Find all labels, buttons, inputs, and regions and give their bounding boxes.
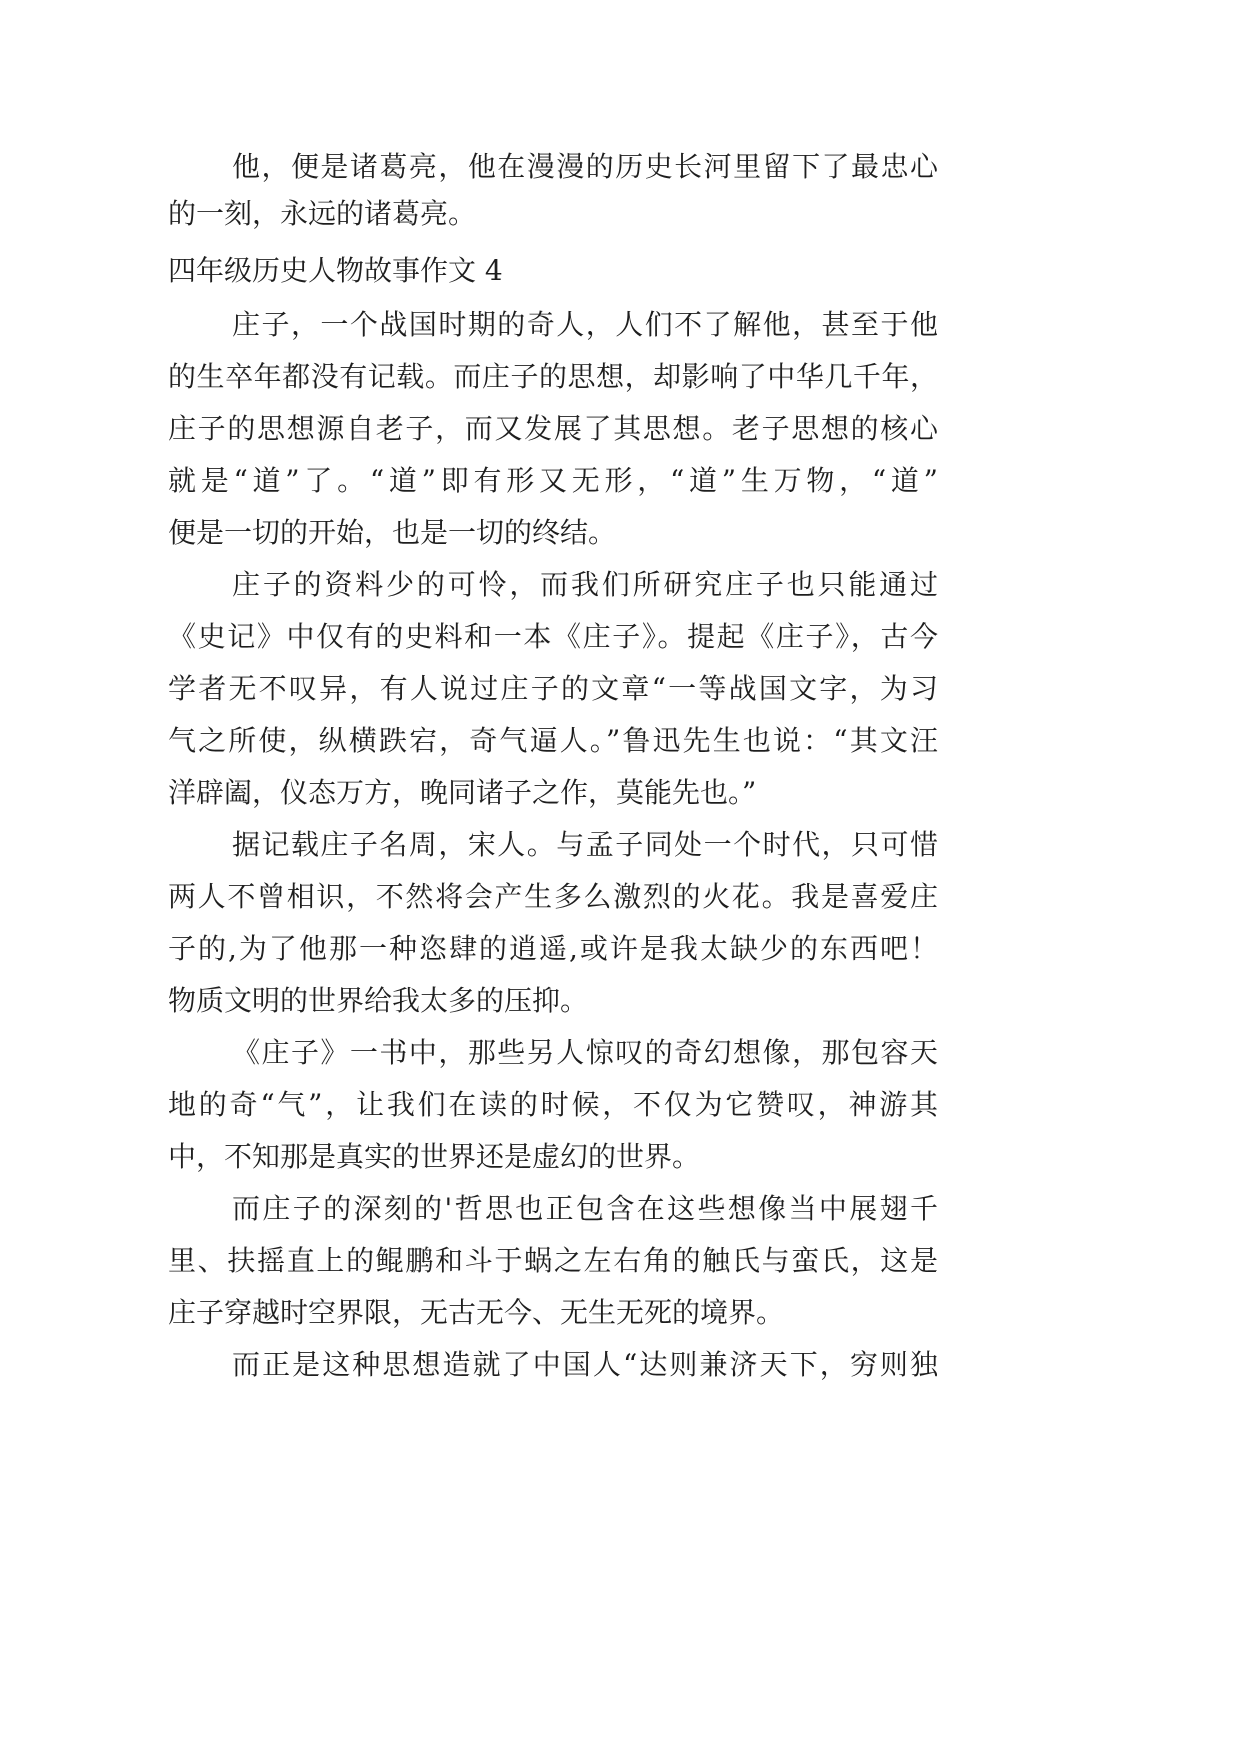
text-line: 学者无不叹异，有人说过庄子的文章“一等战国文字，为习 xyxy=(168,672,938,705)
text-line: 的生卒年都没有记载。而庄子的思想，却影响了中华几千年， xyxy=(168,360,938,393)
text-line: 的一刻，永远的诸葛亮。 xyxy=(168,197,477,230)
text-line: 洋辟阖，仪态万方，晚同诸子之作，莫能先也。” xyxy=(168,776,757,809)
text-line: 庄子穿越时空界限，无古无今、无生无死的境界。 xyxy=(168,1296,785,1329)
paragraph xyxy=(168,559,938,819)
text-line: 便是一切的开始，也是一切的终结。 xyxy=(168,516,617,549)
text-line: 两人不曾相识，不然将会产生多么激烈的火花。我是喜爱庄 xyxy=(168,880,938,913)
text-line: 子的,为了他那一种恣肆的逍遥,或许是我太缺少的东西吧！ xyxy=(168,932,938,965)
text-line: 而庄子的深刻的'哲思也正包含在这些想像当中展翅千 xyxy=(232,1192,938,1225)
text-line: 据记载庄子名周，宋人。与孟子同处一个时代，只可惜 xyxy=(232,828,938,861)
text-line: 里、扶摇直上的鲲鹏和斗于蜗之左右角的触氏与蛮氏，这是 xyxy=(168,1244,938,1277)
section-heading: 四年级历史人物故事作文 4 xyxy=(168,254,503,287)
paragraph xyxy=(168,819,938,1027)
text-line: 《史记》中仅有的史料和一本《庄子》。提起《庄子》，古今 xyxy=(168,620,938,653)
text-line: 《庄子》一书中，那些另人惊叹的奇幻想像，那包容天 xyxy=(232,1036,938,1069)
text-column xyxy=(168,143,938,1391)
paragraph xyxy=(168,299,938,559)
text-line: 地的奇“气”，让我们在读的时候，不仅为它赞叹，神游其 xyxy=(168,1088,938,1121)
paragraph xyxy=(168,1339,938,1391)
text-line: 他，便是诸葛亮，他在漫漫的历史长河里留下了最忠心 xyxy=(232,150,938,183)
paragraph xyxy=(168,143,938,237)
paragraph xyxy=(168,1183,938,1339)
text-line: 就是“道”了。“道”即有形又无形，“道”生万物，“道” xyxy=(168,464,938,497)
text-line: 气之所使，纵横跌宕，奇气逼人。”鲁迅先生也说：“其文汪 xyxy=(168,724,938,757)
text-line: 庄子的思想源自老子，而又发展了其思想。老子思想的核心 xyxy=(168,412,938,445)
paragraph xyxy=(168,1027,938,1183)
text-line: 物质文明的世界给我太多的压抑。 xyxy=(168,984,589,1017)
text-line: 中，不知那是真实的世界还是虚幻的世界。 xyxy=(168,1140,701,1173)
text-line: 庄子，一个战国时期的奇人，人们不了解他，甚至于他 xyxy=(232,308,938,341)
text-line: 庄子的资料少的可怜，而我们所研究庄子也只能通过 xyxy=(232,568,938,601)
text-line: 而正是这种思想造就了中国人“达则兼济天下，穷则独 xyxy=(232,1348,938,1381)
